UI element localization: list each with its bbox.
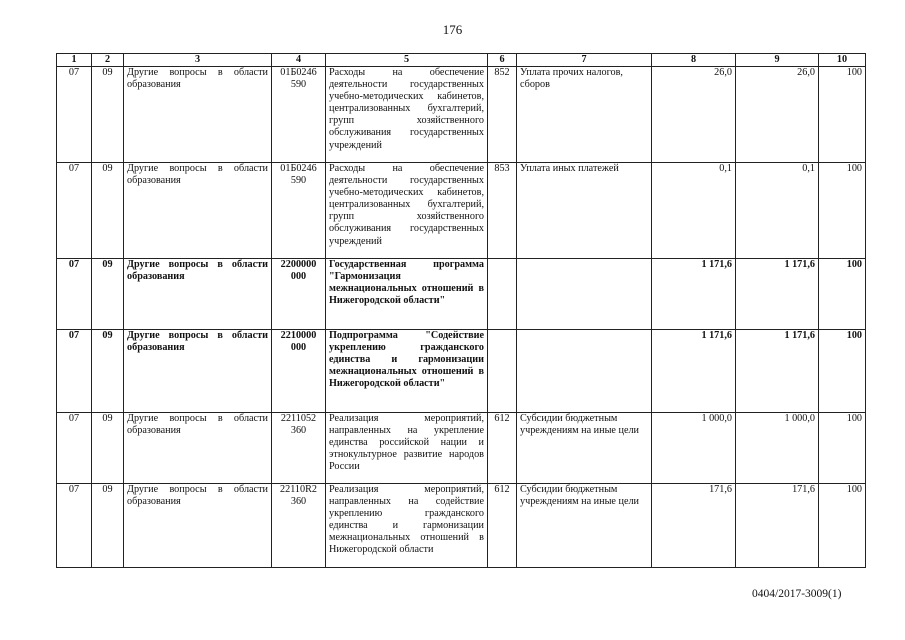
section-code: 07 <box>57 259 92 330</box>
subsection-name: Другие вопросы в области образования <box>124 413 272 484</box>
column-header: 2 <box>92 54 124 67</box>
section-code: 07 <box>57 330 92 413</box>
target-article-code: 2200000 000 <box>272 259 326 330</box>
target-article-name: Государственная программа "Гармонизация межнациональных отношений в Нижегородской области" <box>326 259 488 330</box>
column-header: 8 <box>652 54 736 67</box>
column-header: 4 <box>272 54 326 67</box>
section-code: 07 <box>57 484 92 568</box>
planned-amount: 1 171,6 <box>652 330 736 413</box>
section-code: 07 <box>57 163 92 259</box>
expense-type-code <box>488 259 517 330</box>
expense-type-name <box>517 330 652 413</box>
subsection-code: 09 <box>92 67 124 163</box>
executed-amount: 0,1 <box>736 163 819 259</box>
expense-type-code: 612 <box>488 484 517 568</box>
section-code: 07 <box>57 413 92 484</box>
expense-type-code: 852 <box>488 67 517 163</box>
expense-type-name <box>517 259 652 330</box>
subsection-name: Другие вопросы в области образования <box>124 330 272 413</box>
target-article-name: Расходы на обеспечение деятельности государственных учебно-методических кабинетов, централизованных бухгалтерий, групп хозяйственного обслуживания государственных учреждений <box>326 67 488 163</box>
expense-type-code <box>488 330 517 413</box>
executed-amount: 1 000,0 <box>736 413 819 484</box>
subsection-code: 09 <box>92 484 124 568</box>
planned-amount: 1 171,6 <box>652 259 736 330</box>
executed-amount: 171,6 <box>736 484 819 568</box>
column-header: 9 <box>736 54 819 67</box>
planned-amount: 26,0 <box>652 67 736 163</box>
subsection-name: Другие вопросы в области образования <box>124 484 272 568</box>
execution-percent: 100 <box>819 413 866 484</box>
section-code: 07 <box>57 67 92 163</box>
expense-type-name: Субсидии бюджетным учреждениям на иные цели <box>517 484 652 568</box>
subsection-name: Другие вопросы в области образования <box>124 259 272 330</box>
expense-type-name: Уплата прочих налогов, сборов <box>517 67 652 163</box>
planned-amount: 171,6 <box>652 484 736 568</box>
target-article-code: 2210000 000 <box>272 330 326 413</box>
table-row <box>57 330 866 413</box>
execution-percent: 100 <box>819 259 866 330</box>
executed-amount: 26,0 <box>736 67 819 163</box>
target-article-name: Реализация мероприятий, направленных на содействие укреплению гражданского единства и гармонизации межнациональных отношений в Нижегородской области <box>326 484 488 568</box>
execution-percent: 100 <box>819 163 866 259</box>
subsection-name: Другие вопросы в области образования <box>124 163 272 259</box>
column-header: 1 <box>57 54 92 67</box>
target-article-name: Подпрограмма "Содействие укреплению гражданского единства и гармонизации межнациональных отношений в Нижегородской области" <box>326 330 488 413</box>
expense-type-name: Уплата иных платежей <box>517 163 652 259</box>
subsection-name: Другие вопросы в области образования <box>124 67 272 163</box>
column-header: 5 <box>326 54 488 67</box>
subsection-code: 09 <box>92 330 124 413</box>
table-row <box>57 67 866 163</box>
budget-table <box>56 53 866 568</box>
target-article-name: Реализация мероприятий, направленных на укрепление единства российской нации и этнокультурное развитие народов России <box>326 413 488 484</box>
subsection-code: 09 <box>92 259 124 330</box>
executed-amount: 1 171,6 <box>736 330 819 413</box>
execution-percent: 100 <box>819 67 866 163</box>
target-article-code: 2211052 360 <box>272 413 326 484</box>
planned-amount: 1 000,0 <box>652 413 736 484</box>
subsection-code: 09 <box>92 163 124 259</box>
table-row <box>57 259 866 330</box>
table-row <box>57 163 866 259</box>
target-article-code: 01Б0246 590 <box>272 163 326 259</box>
target-article-code: 01Б0246 590 <box>272 67 326 163</box>
expense-type-code: 612 <box>488 413 517 484</box>
expense-type-name: Субсидии бюджетным учреждениям на иные цели <box>517 413 652 484</box>
column-header: 3 <box>124 54 272 67</box>
target-article-name: Расходы на обеспечение деятельности государственных учебно-методических кабинетов, централизованных бухгалтерий, групп хозяйственного обслуживания государственных учреждений <box>326 163 488 259</box>
document-code: 0404/2017-3009(1) <box>752 588 842 600</box>
column-header: 6 <box>488 54 517 67</box>
subsection-code: 09 <box>92 413 124 484</box>
page-number: 176 <box>442 22 463 37</box>
table-header-row <box>57 54 866 67</box>
table-row <box>57 413 866 484</box>
column-header: 7 <box>517 54 652 67</box>
column-header: 10 <box>819 54 866 67</box>
table-row <box>57 484 866 568</box>
executed-amount: 1 171,6 <box>736 259 819 330</box>
execution-percent: 100 <box>819 484 866 568</box>
expense-type-code: 853 <box>488 163 517 259</box>
target-article-code: 22110R2 360 <box>272 484 326 568</box>
execution-percent: 100 <box>819 330 866 413</box>
planned-amount: 0,1 <box>652 163 736 259</box>
